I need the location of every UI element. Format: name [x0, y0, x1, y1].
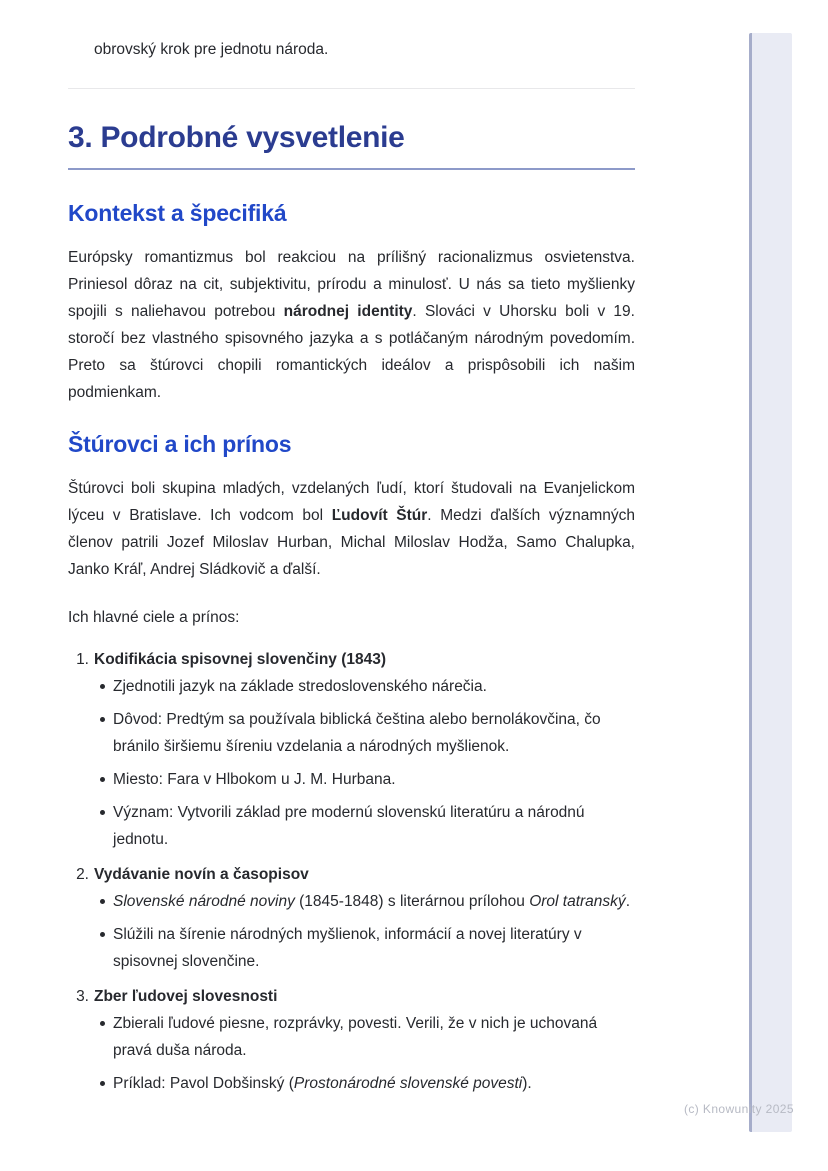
- bullet-dot: [100, 1081, 105, 1086]
- bullet-dot: [100, 684, 105, 689]
- bullet-item: [100, 706, 635, 760]
- bullet-text: Dôvod: Predtým sa používala biblická čeština alebo bernolákovčina, čo bránilo širšiemu šíreniu vzdelania a národných myšlienok.: [113, 711, 601, 755]
- bullet-item: [100, 1010, 635, 1064]
- bullet-item: [100, 799, 635, 853]
- numbered-item-heading: [68, 983, 635, 1010]
- item-number: 3.: [76, 988, 89, 1005]
- item-title: Zber ľudovej slovesnosti: [94, 988, 278, 1005]
- bullet-dot: [100, 899, 105, 904]
- bullet-list: [100, 1010, 635, 1097]
- bullet-text: Zbierali ľudové piesne, rozprávky, povesti. Verili, že v nich je uchovaná pravá duša národa.: [113, 1015, 598, 1059]
- list-intro: Ich hlavné ciele a prínos:: [68, 609, 240, 626]
- numbered-item-3: [68, 983, 635, 1097]
- numbered-item-heading: [68, 861, 635, 888]
- paragraph-fragment: obrovský krok pre jednotu národa.: [94, 41, 329, 58]
- bullet-list: [100, 673, 635, 853]
- paragraph-sturovci: Štúrovci boli skupina mladých, vzdelaných ľudí, ktorí študovali na Evanjelickom lýceu v Bratislave. Ich vodcom bol Ľudovít Štúr. Medzi ďalších významných členov patrili Jozef Miloslav Hurban, Michal Miloslav Hodža, Samo Chalupka, Janko Kráľ, Andrej Sládkovič a ďalší.: [68, 480, 635, 578]
- bullet-text: Význam: Vytvorili základ pre modernú slovenskú literatúru a národnú jednotu.: [113, 804, 585, 848]
- section-heading-kontekst: Kontekst a špecifiká: [68, 200, 287, 226]
- bullet-text: Slúžili na šírenie národných myšlienok, informácií a novej literatúry v spisovnej slovenčine.: [113, 926, 582, 970]
- bullet-text: Zjednotili jazyk na základe stredoslovenského nárečia.: [113, 678, 487, 695]
- bullet-item: [100, 1070, 635, 1097]
- bullet-text: Príklad: Pavol Dobšinský (Prostonárodné slovenské povesti).: [113, 1075, 532, 1092]
- numbered-item-heading: [68, 646, 635, 673]
- item-title: Vydávanie novín a časopisov: [94, 866, 309, 883]
- document-content: [68, 0, 635, 1097]
- item-number: 1.: [76, 651, 89, 668]
- main-heading: 3. Podrobné vysvetlenie: [68, 119, 635, 170]
- bullet-dot: [100, 717, 105, 722]
- bullet-dot: [100, 777, 105, 782]
- section-divider: [68, 88, 635, 89]
- bullet-text: Miesto: Fara v Hlbokom u J. M. Hurbana.: [113, 771, 396, 788]
- numbered-list: [68, 646, 635, 1097]
- bullet-text: Slovenské národné noviny (1845-1848) s literárnou prílohou Orol tatranský.: [113, 893, 630, 910]
- section-heading-sturovci: Štúrovci a ich prínos: [68, 431, 292, 457]
- watermark: (c) Knowunity 2025: [684, 1102, 794, 1116]
- bullet-item: [100, 921, 635, 975]
- bullet-list: [100, 888, 635, 975]
- paragraph-kontekst: Európsky romantizmus bol reakciou na prílišný racionalizmus osvietenstva. Priniesol dôraz na cit, subjektivitu, prírodu a minulosť. U nás sa tieto myšlienky spojili s naliehavou potrebou národnej identity. Slováci v Uhorsku boli v 19. storočí bez vlastného spisovného jazyka a s potláčaným národným povedomím. Preto sa štúrovci chopili romantických ideálov a prispôsobili ich našim podmienkam.: [68, 249, 635, 401]
- bullet-dot: [100, 932, 105, 937]
- bullet-item: [100, 673, 635, 700]
- item-title: Kodifikácia spisovnej slovenčiny (1843): [94, 651, 387, 668]
- bullet-item: [100, 766, 635, 793]
- bullet-item: [100, 888, 635, 915]
- numbered-item-1: [68, 646, 635, 853]
- item-number: 2.: [76, 866, 89, 883]
- scrollbar-thumb[interactable]: [749, 33, 792, 1132]
- numbered-item-2: [68, 861, 635, 975]
- bullet-dot: [100, 810, 105, 815]
- bullet-dot: [100, 1021, 105, 1026]
